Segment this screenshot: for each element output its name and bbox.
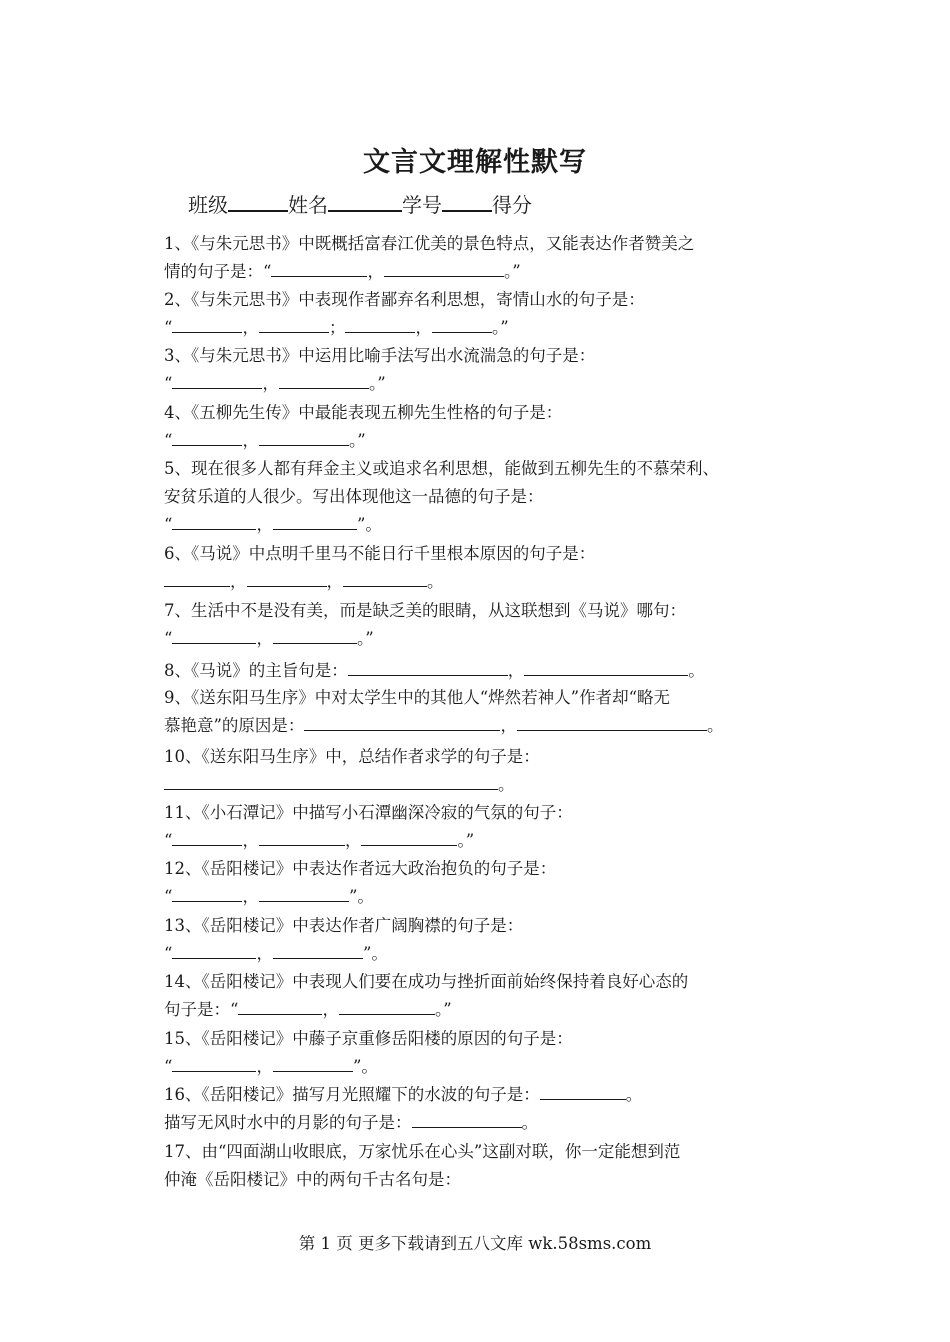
- answer-blank[interactable]: [172, 625, 256, 644]
- question-12: [164, 855, 794, 911]
- answer-blank[interactable]: [540, 1081, 626, 1100]
- question-text: 9、《送东阳马生序》中对太学生中的其他人“烨然若神人”作者却“略无: [164, 688, 671, 707]
- answer-blank[interactable]: [172, 314, 242, 333]
- answer-blank[interactable]: [524, 657, 688, 676]
- answer-line: 16、《岳阳楼记》描写月光照耀下的水波的句子是： 。: [164, 1081, 794, 1109]
- answer-line: “ ， ”。: [164, 883, 794, 911]
- answer-line: ， ， 。: [164, 568, 794, 596]
- student-info-line: [188, 189, 532, 218]
- question-text: 14、《岳阳楼记》中表现人们要在成功与挫折面前始终保持着良好心态的: [164, 972, 689, 991]
- answer-line: “ ， ； ， 。”: [164, 314, 794, 342]
- answer-line: “ ， ， 。”: [164, 827, 794, 855]
- answer-blank[interactable]: [348, 657, 508, 676]
- question-text: 1、《与朱元思书》中既概括富春江优美的景色特点，又能表达作者赞美之: [164, 234, 695, 253]
- answer-line: 慕艳意”的原因是： ， 。: [164, 712, 794, 740]
- answer-blank[interactable]: [172, 940, 256, 959]
- answer-line: 情的句子是：“ ， 。”: [164, 258, 794, 286]
- answer-blank[interactable]: [384, 258, 504, 277]
- answer-blank[interactable]: [259, 827, 345, 846]
- question-text: 10、《送东阳马生序》中，总结作者求学的句子是：: [164, 747, 540, 766]
- answer-blank[interactable]: [172, 883, 242, 902]
- answer-blank[interactable]: [247, 568, 327, 587]
- question-text: 6、《马说》中点明千里马不能日行千里根本原因的句子是：: [164, 544, 596, 563]
- answer-line: “ ， ”。: [164, 1053, 794, 1081]
- question-text: 仲淹《岳阳楼记》中的两句千古名句是：: [164, 1170, 461, 1189]
- question-text: 3、《与朱元思书》中运用比喻手法写出水流湍急的句子是：: [164, 346, 596, 365]
- question-10: [164, 743, 794, 799]
- question-text: 2、《与朱元思书》中表现作者鄙弃名利思想，寄情山水的句子是：: [164, 290, 645, 309]
- answer-blank[interactable]: [238, 996, 322, 1015]
- answer-blank[interactable]: [172, 511, 256, 530]
- question-text: 4、《五柳先生传》中最能表现五柳先生性格的句子是：: [164, 403, 563, 422]
- answer-blank[interactable]: [279, 370, 369, 389]
- answer-line: 。: [164, 771, 794, 799]
- question-text: 7、生活中不是没有美，而是缺乏美的眼睛，从这联想到《马说》哪句：: [164, 601, 686, 620]
- answer-blank[interactable]: [172, 427, 242, 446]
- question-2: [164, 286, 794, 342]
- question-5: [164, 455, 794, 539]
- answer-blank[interactable]: [259, 427, 349, 446]
- answer-blank[interactable]: [164, 771, 498, 790]
- question-6: [164, 540, 794, 596]
- answer-blank[interactable]: [273, 1053, 353, 1072]
- question-text: 安贫乐道的人很少。写出体现他这一品德的句子是：: [164, 487, 544, 506]
- answer-blank[interactable]: [273, 625, 357, 644]
- class-blank[interactable]: [228, 192, 288, 212]
- question-11: [164, 799, 794, 855]
- answer-blank[interactable]: [517, 712, 707, 731]
- page-title: 文言文理解性默写: [363, 147, 587, 178]
- question-1: [164, 230, 794, 286]
- question-text: 17、由“四面湖山收眼底，万家忧乐在心头”这副对联，你一定能想到范: [164, 1142, 681, 1161]
- answer-blank[interactable]: [273, 511, 357, 530]
- question-3: [164, 342, 794, 398]
- question-15: [164, 1025, 794, 1081]
- question-16: [164, 1081, 794, 1137]
- answer-blank[interactable]: [259, 883, 349, 902]
- answer-line: 句子是：“ ， 。”: [164, 996, 794, 1024]
- id-blank[interactable]: [442, 192, 492, 212]
- question-8: [164, 657, 794, 685]
- answer-line: “ ， 。”: [164, 625, 794, 653]
- answer-blank[interactable]: [172, 1053, 256, 1072]
- name-blank[interactable]: [328, 192, 402, 212]
- question-14: [164, 968, 794, 1024]
- question-17: [164, 1138, 794, 1194]
- answer-blank[interactable]: [345, 314, 415, 333]
- answer-line: “ ， 。”: [164, 427, 794, 455]
- answer-blank[interactable]: [339, 996, 435, 1015]
- score-label: 得分: [492, 193, 532, 217]
- answer-blank[interactable]: [273, 940, 363, 959]
- name-label: 姓名: [288, 193, 328, 217]
- answer-line: “ ， ”。: [164, 940, 794, 968]
- answer-blank[interactable]: [271, 258, 367, 277]
- page-footer: 第 1 页 更多下载请到五八文库 wk.58sms.com: [298, 1234, 652, 1253]
- question-13: [164, 912, 794, 968]
- answer-blank[interactable]: [343, 568, 427, 587]
- question-text: 12、《岳阳楼记》中表达作者远大政治抱负的句子是：: [164, 859, 557, 878]
- answer-blank[interactable]: [432, 314, 492, 333]
- answer-line: 8、《马说》的主旨句是： ， 。: [164, 657, 794, 685]
- answer-line: “ ， 。”: [164, 370, 794, 398]
- answer-blank[interactable]: [172, 827, 242, 846]
- question-text: 11、《小石潭记》中描写小石潭幽深冷寂的气氛的句子：: [164, 803, 573, 822]
- question-text: 15、《岳阳楼记》中藤子京重修岳阳楼的原因的句子是：: [164, 1029, 573, 1048]
- question-7: [164, 597, 794, 653]
- question-9: [164, 684, 794, 740]
- question-4: [164, 399, 794, 455]
- answer-blank[interactable]: [361, 827, 457, 846]
- answer-blank[interactable]: [412, 1109, 522, 1128]
- question-text: 13、《岳阳楼记》中表达作者广阔胸襟的句子是：: [164, 916, 524, 935]
- question-text: 5、现在很多人都有拜金主义或追求名利思想，能做到五柳先生的不慕荣利、: [164, 459, 719, 478]
- answer-blank[interactable]: [164, 568, 230, 587]
- answer-blank[interactable]: [172, 370, 262, 389]
- id-label: 学号: [402, 193, 442, 217]
- answer-line: “ ， ”。: [164, 511, 794, 539]
- answer-blank[interactable]: [259, 314, 329, 333]
- answer-line: 描写无风时水中的月影的句子是： 。: [164, 1109, 794, 1137]
- class-label: 班级: [188, 193, 228, 217]
- answer-blank[interactable]: [304, 712, 500, 731]
